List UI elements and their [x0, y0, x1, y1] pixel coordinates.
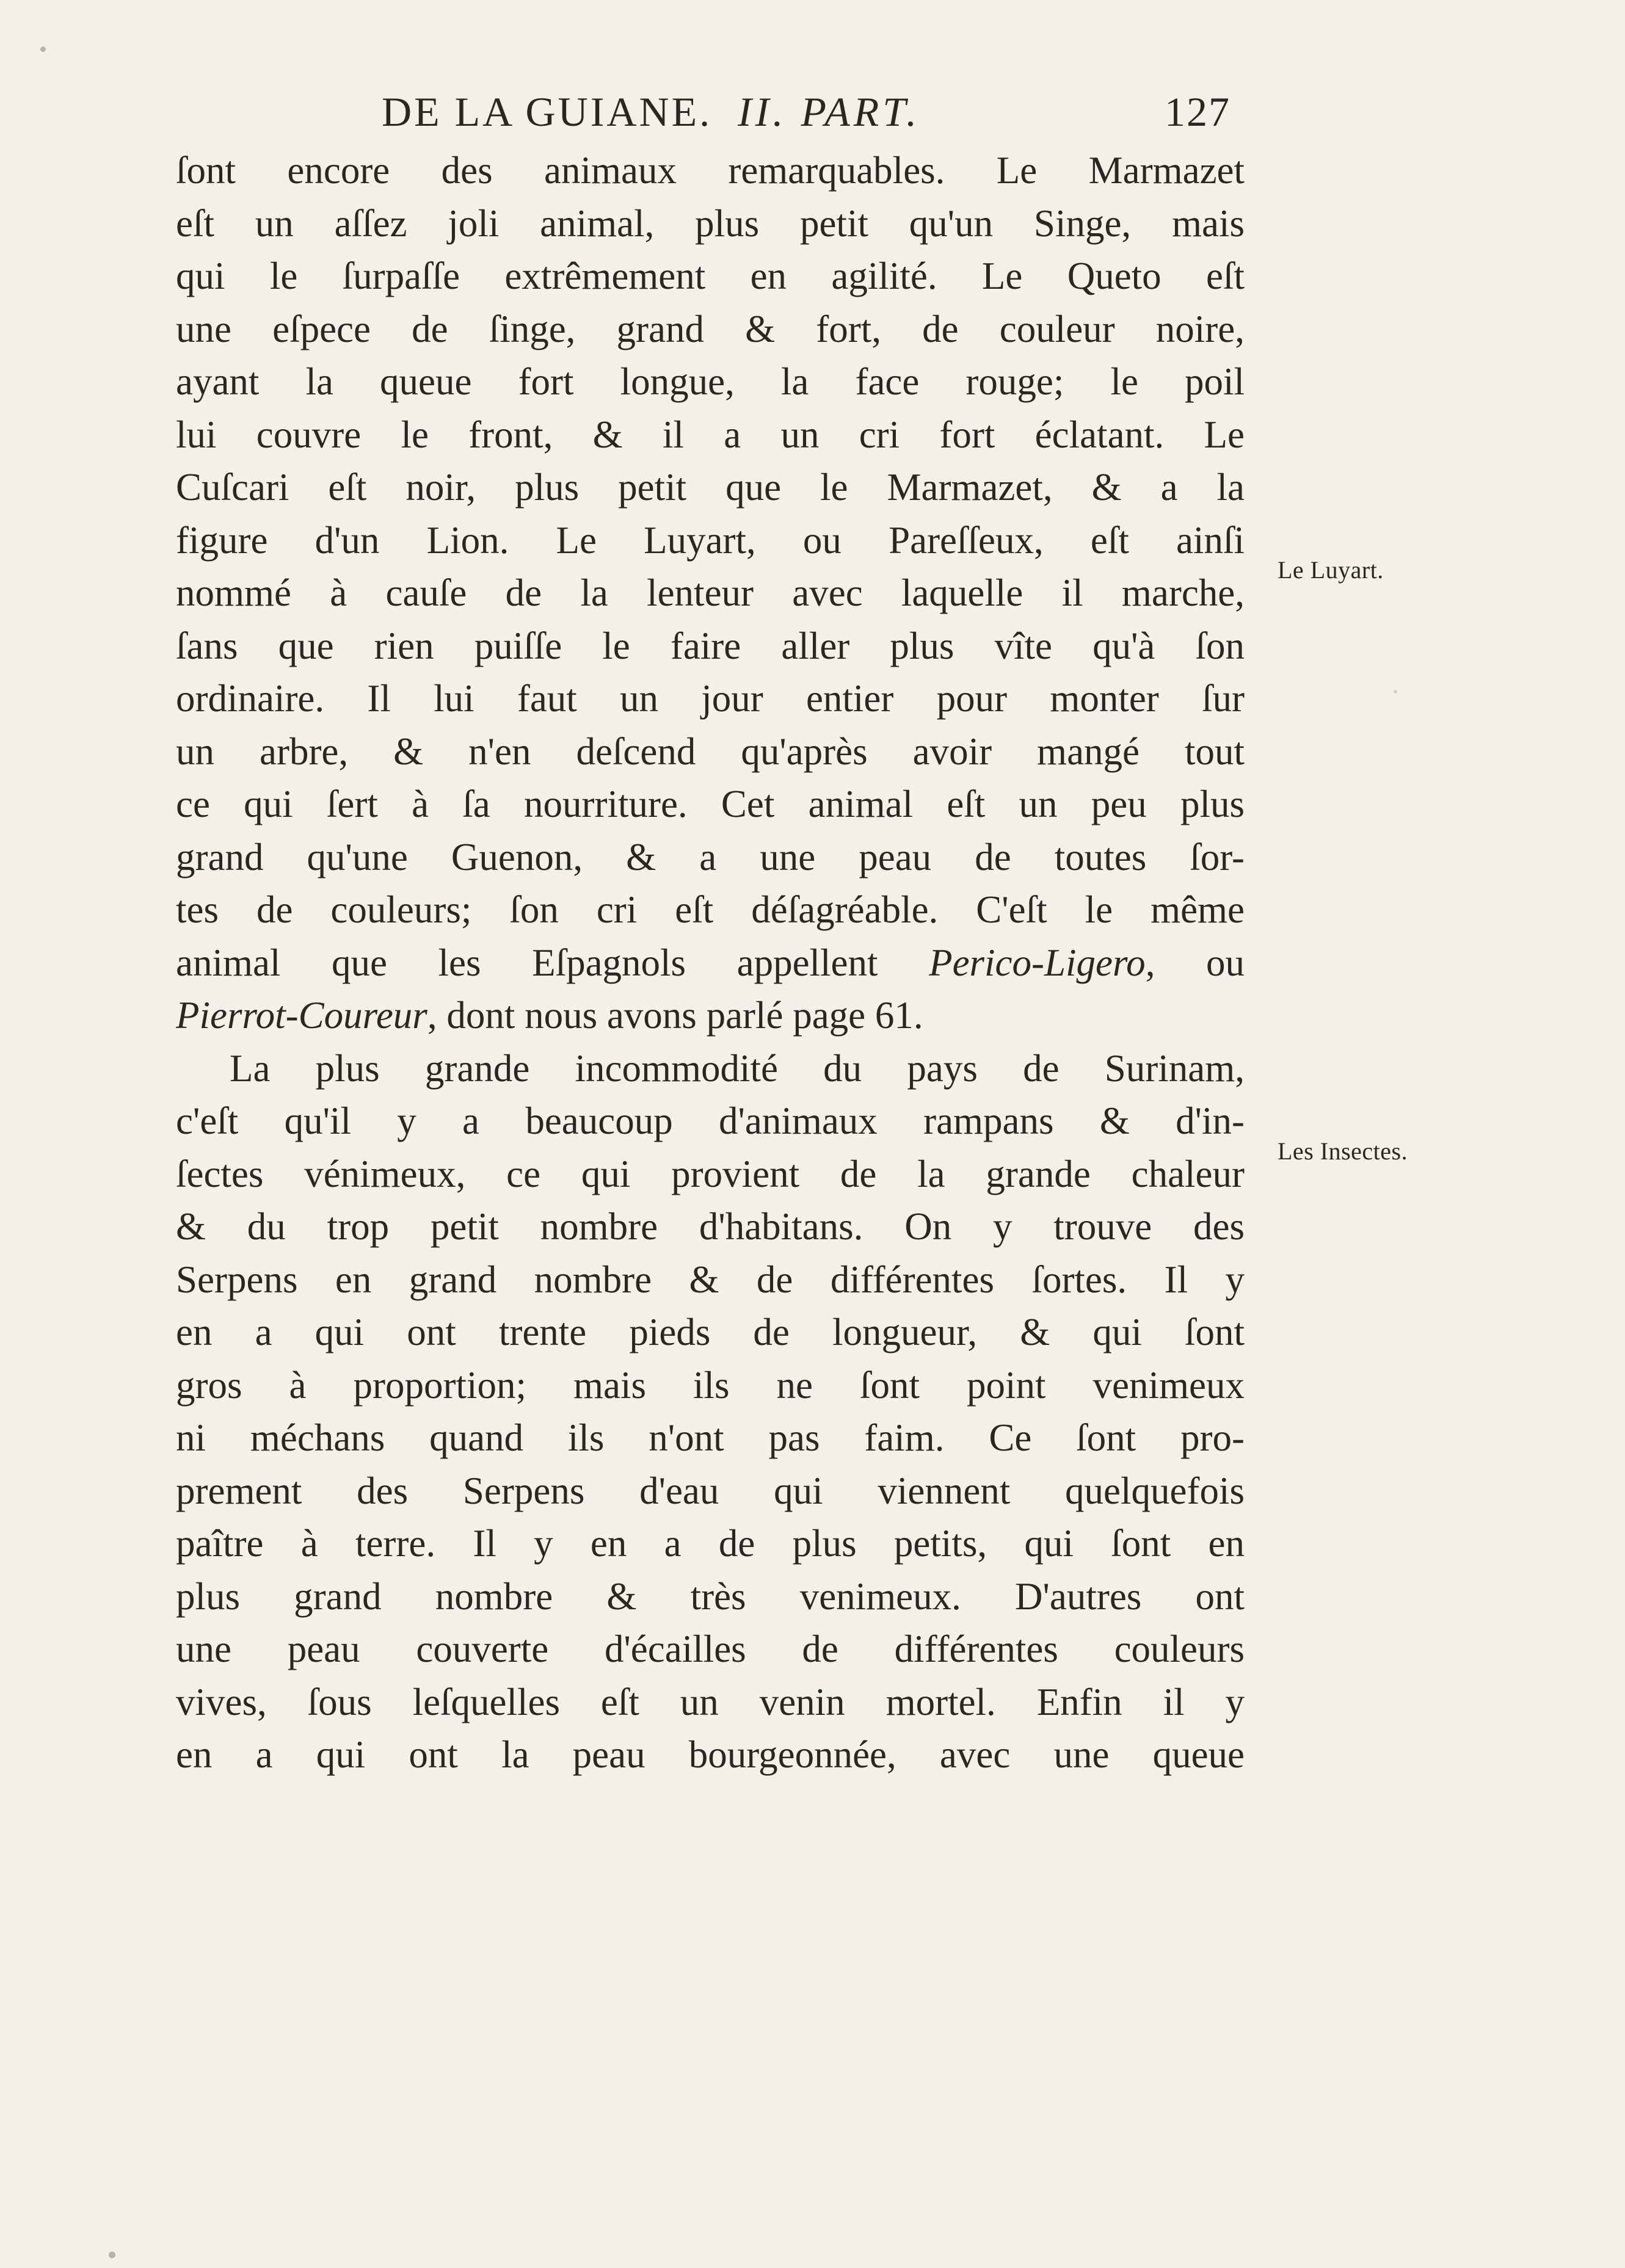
italic-term: Pierrot-Coureur — [176, 994, 427, 1037]
line-part: animal que les Eſpagnols appellent — [176, 941, 929, 984]
paragraph-start-line: La plus grande incommodité du pays de Surinam, — [230, 1046, 1245, 1090]
text-line: eſt un aſſez joli animal, plus petit qu'un Singe, mais — [176, 201, 1245, 245]
text-line: nommé à cauſe de la lenteur avec laquelle il marche, — [176, 571, 1245, 614]
running-head — [360, 84, 1246, 139]
paper-speck — [109, 2252, 115, 2258]
text-line: ſont encore des animaux remarquables. Le Marmazet — [176, 149, 1245, 192]
text-line: qui le ſurpaſſe extrêmement en agilité. Le Queto eſt — [176, 255, 1245, 297]
text-line: une eſpece de ſinge, grand & fort, de couleur noire, — [176, 307, 1245, 350]
text-line: un arbre, & n'en deſcend qu'après avoir mangé tout — [176, 730, 1245, 773]
running-title — [382, 84, 920, 139]
text-line: prement des Serpens d'eau qui viennent quelquefois — [176, 1469, 1245, 1512]
paper-speck — [1394, 690, 1397, 694]
text-line: plus grand nombre & très venimeux. D'autres ont — [176, 1574, 1245, 1618]
text-line: ayant la queue fort longue, la face rouge; le poil — [176, 360, 1245, 403]
text-line: & du trop petit nombre d'habitans. On y trouve des — [176, 1205, 1245, 1248]
line-part: , ou — [1145, 941, 1245, 984]
running-title-text: DE LA GUIANE. — [382, 89, 713, 135]
text-line-italic-term — [176, 937, 1245, 990]
text-line: en a qui ont trente pieds de longueur, & qui ſont — [176, 1311, 1245, 1353]
text-line: tes de couleurs; ſon cri eſt déſagréable. C'eſt le même — [176, 888, 1245, 931]
text-line-italic-term — [176, 989, 1245, 1042]
text-line: Cuſcari eſt noir, plus petit que le Marmazet, & a la — [176, 466, 1245, 509]
text-line: lui couvre le front, & il a un cri fort éclatant. Le — [176, 413, 1245, 456]
line-part: , dont nous avons parlé page 61. — [427, 994, 923, 1037]
text-line: ſans que rien puiſſe le faire aller plus vîte qu'à ſon — [176, 624, 1245, 667]
page-number: 127 — [1165, 89, 1231, 135]
text-line: Serpens en grand nombre & de différentes ſortes. Il y — [176, 1258, 1245, 1301]
body-text — [176, 144, 1245, 1781]
text-line: paître à terre. Il y en a de plus petits, qui ſont en — [176, 1522, 1245, 1565]
text-line: gros à proportion; mais ils ne ſont point venimeux — [176, 1363, 1245, 1407]
text-line: une peau couverte d'écailles de différentes couleurs — [176, 1628, 1245, 1670]
text-line: vives, ſous leſquelles eſt un venin mortel. Enfin il y — [176, 1680, 1245, 1723]
paper-speck — [40, 46, 46, 52]
text-line: grand qu'une Guenon, & a une peau de toutes ſor- — [176, 835, 1245, 879]
margin-note-insectes: Les Insectes. — [1278, 1137, 1408, 1165]
text-line: ni méchans quand ils n'ont pas faim. Ce ſont pro- — [176, 1416, 1245, 1459]
text-line: c'eſt qu'il y a beaucoup d'animaux rampans & d'in- — [176, 1100, 1245, 1142]
text-line: figure d'un Lion. Le Luyart, ou Pareſſeux, eſt ainſi — [176, 518, 1245, 562]
margin-note-luyart: Le Luyart. — [1278, 556, 1384, 584]
text-line: ce qui ſert à ſa nourriture. Cet animal eſt un peu plus — [176, 783, 1245, 825]
running-title-part: II. PART. — [738, 89, 921, 135]
text-line: ſectes vénimeux, ce qui provient de la grande chaleur — [176, 1152, 1245, 1195]
text-line: en a qui ont la peau bourgeonnée, avec une queue — [176, 1733, 1245, 1776]
text-line: ordinaire. Il lui faut un jour entier pour monter ſur — [176, 677, 1245, 720]
italic-term: Perico-Ligero — [929, 941, 1146, 984]
